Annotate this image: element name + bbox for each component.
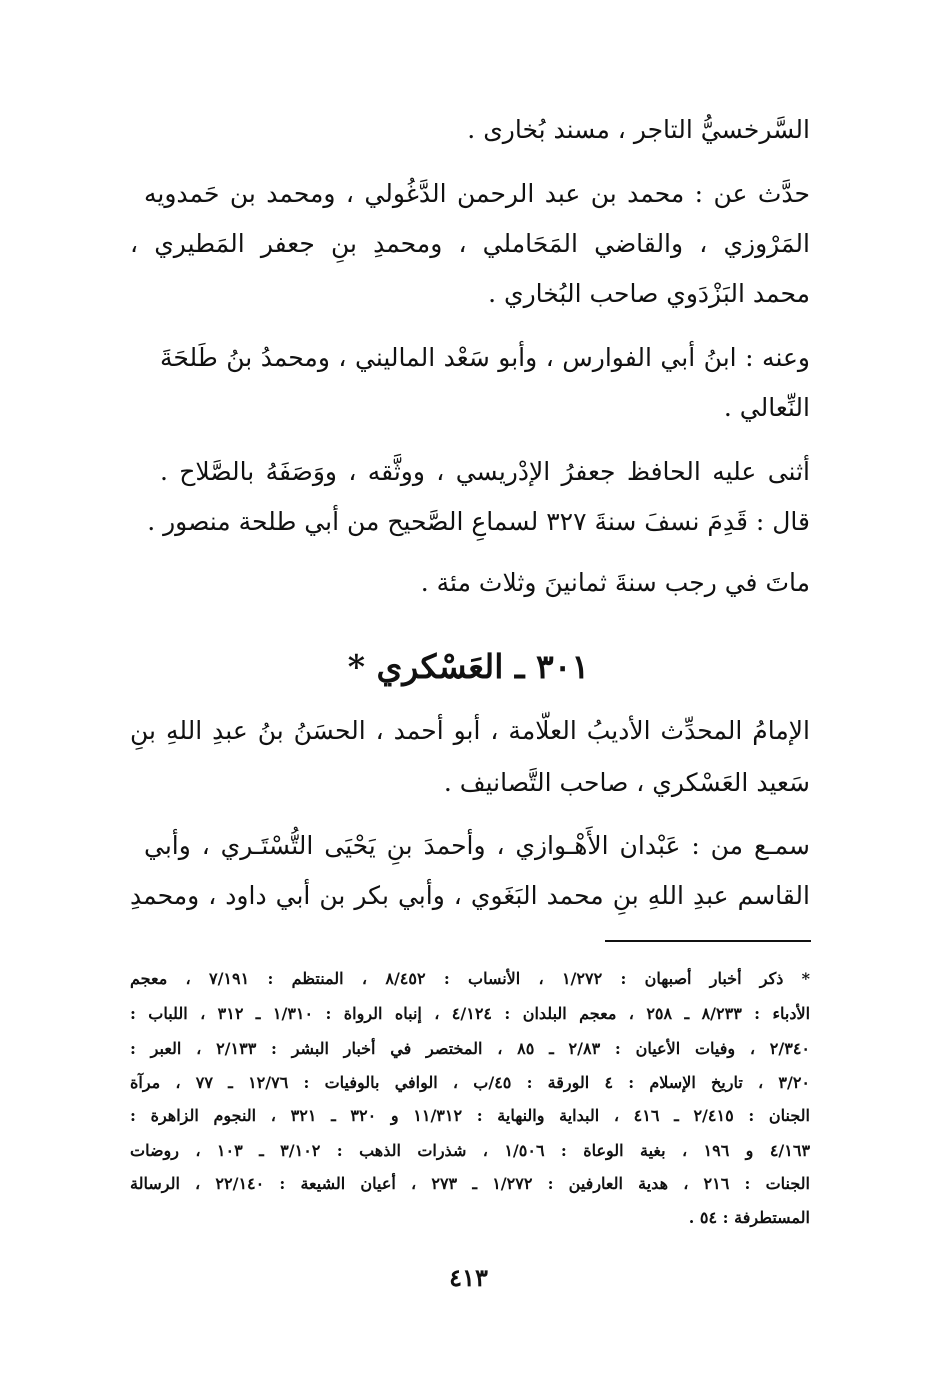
footnote-line: ٣/٢٠ ، تاريخ الإسلام : ٤ الورقة : ٤٥/ب ، الوافي بالوفيات : ١٢/٧٦ ـ ٧٧ ، مرآة: [130, 1073, 810, 1092]
footnote-line: الجنان : ٢/٤١٥ ـ ٤١٦ ، البداية والنهاية : ١١/٣١٢ و ٣٢٠ ـ ٣٢١ ، النجوم الزاهرة :: [130, 1106, 810, 1125]
footnote-separator: [605, 940, 811, 942]
footnote-line: الأدباء : ٨/٢٣٣ ـ ٢٥٨ ، معجم البلدان : ٤/١٢٤ ، إنباه الرواة : ١/٣١٠ ـ ٣١٢ ، اللباب :: [130, 1004, 810, 1023]
body-line: أثنى عليه الحافظ جعفرُ الإدْريسي ، ووثَّقه ، ووَصَفَهُ بالصَّلاح .: [160, 457, 810, 486]
body-line: ماتَ في رجب سنةَ ثمانينَ وثلاث مئة .: [420, 568, 810, 597]
footnote-line: المستطرفة : ٥٤ .: [688, 1208, 810, 1227]
body-line: حدَّث عن : محمد بن عبد الرحمن الدَّغُولي ، ومحمد بن حَمدويه: [144, 179, 810, 208]
body-line: القاسم عبدِ اللهِ بنِ محمد البَغَوي ، وأبي بكر بن أبي داود ، ومحمدِ: [130, 881, 810, 910]
body-line: وعنه : ابنُ أبي الفوارس ، وأبو سَعْد الماليني ، ومحمدُ بنُ طَلحَةَ: [160, 343, 810, 372]
body-line: سَعيد العَسْكري ، صاحب التَّصانيف .: [443, 768, 810, 797]
footnote-line: ٢/٣٤٠ ، وفيات الأعيان : ٢/٨٣ ـ ٨٥ ، المختصر في أخبار البشر : ٢/١٣٣ ، العبر :: [130, 1039, 810, 1058]
footnote-line: * ذكر أخبار أصبهان : ١/٢٧٢ ، الأنساب : ٨/٤٥٢ ، المنتظم : ٧/١٩١ ، معجم: [130, 969, 810, 988]
body-line: النِّعالي .: [723, 393, 810, 422]
entry-heading: ٣٠١ ـ العَسْكري *: [347, 647, 590, 686]
footnote-line: ٤/١٦٣ و ١٩٦ ، بغية الوعاة : ١/٥٠٦ ، شذرات الذهب : ٣/١٠٢ ـ ١٠٣ ، روضات: [130, 1141, 810, 1160]
body-line: محمد البَزْدَوي صاحب البُخاري .: [488, 279, 810, 308]
body-line: الإمامُ المحدِّث الأديبُ العلَّامة ، أبو أحمد ، الحسَنُ بنُ عبدِ اللهِ بنِ: [130, 716, 810, 745]
page-number: ٤١٣: [449, 1263, 488, 1292]
body-line: المَرْوزي ، والقاضي المَحَاملي ، ومحمدِ بنِ جعفر المَطيري ،: [130, 229, 810, 258]
footnote-line: الجنات : ٢١٦ ، هدية العارفين : ١/٢٧٢ ـ ٢٧٣ ، أعيان الشيعة : ٢٢/١٤٠ ، الرسالة: [130, 1174, 810, 1193]
body-line: قال : قَدِمَ نسفَ سنةَ ٣٢٧ لسماعِ الصَّحيح من أبي طلحة منصور .: [147, 507, 810, 536]
body-line: السَّرخسيُّ التاجر ، مسند بُخارى .: [467, 115, 810, 144]
body-line: سمـع من : عَبْدان الأَهْـوازي ، وأحمدَ بنِ يَحْيَى التُّسْتَـري ، وأبي: [144, 831, 810, 860]
